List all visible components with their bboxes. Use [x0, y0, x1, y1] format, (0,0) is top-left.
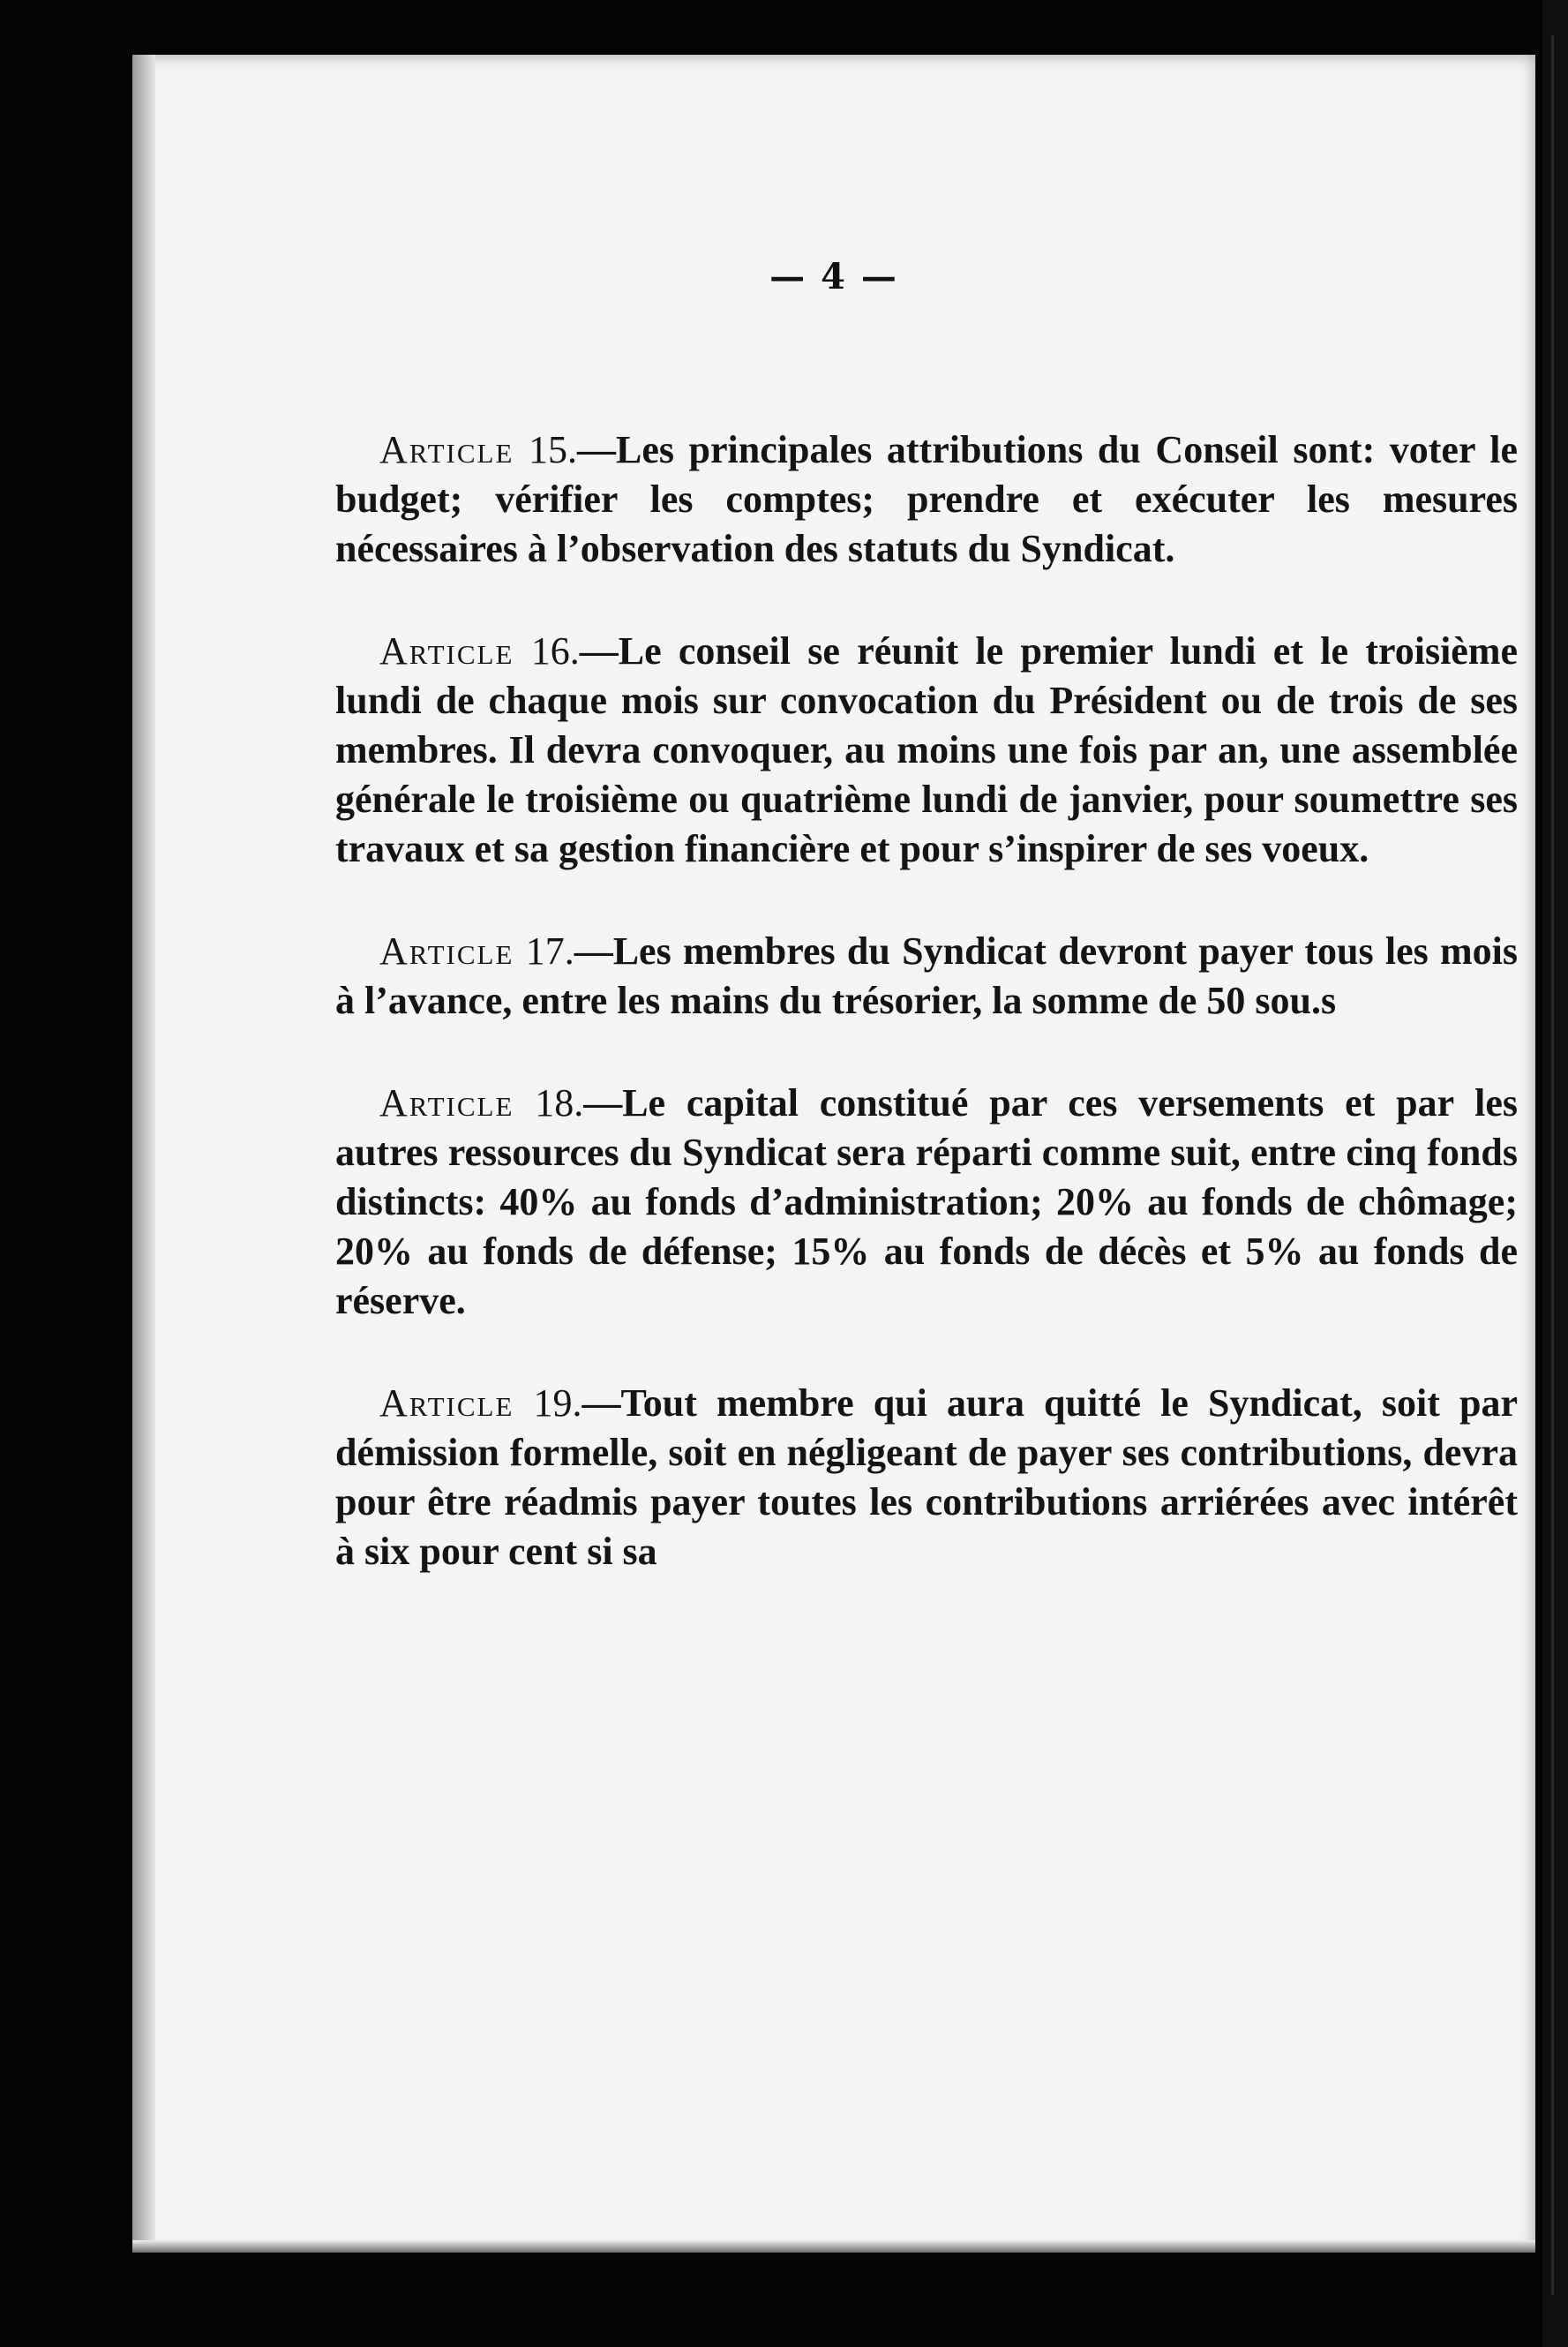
- article-number: 15.: [528, 428, 577, 471]
- adjacent-page-edge: [1542, 0, 1568, 2347]
- article-18: [335, 1079, 1518, 1326]
- article-text: —Le conseil se réunit le premier lundi et le troisième lundi de chaque mois sur convocation du Président ou de trois de ses membres. Il devra convoquer, au moins une fois par an, une assemblée générale le troisième ou quatrième lundi de janvier, pour soumettre ses travaux et sa gestion financière et pour s’inspirer de ses voeux.: [335, 629, 1519, 870]
- article-17: [335, 927, 1518, 1026]
- article-number: 18.: [535, 1081, 584, 1125]
- article-16: [335, 627, 1518, 874]
- article-label: Article: [379, 929, 514, 973]
- article-label: Article: [379, 428, 514, 471]
- article-list: [335, 425, 1518, 1629]
- document-page: [132, 55, 1535, 2253]
- article-number: 17.: [525, 929, 574, 973]
- article-label: Article: [379, 1081, 514, 1125]
- article-19: [335, 1379, 1518, 1576]
- article-label: Article: [379, 1381, 514, 1425]
- article-number: 16.: [530, 629, 580, 673]
- article-number: 19.: [533, 1381, 582, 1425]
- page-number: — 4 —: [769, 256, 898, 297]
- article-text: —Le capital constitué par ces versements et par les autres ressources du Syndicat sera réparti comme suit, entre cinq fonds distincts: 40% au fonds d’administration; 20% au fonds de chômage; 20% au fonds de défense; 15% au fonds de décès et 5% au fonds de réserve.: [335, 1081, 1518, 1322]
- page-bottom-edge: [132, 2240, 1535, 2253]
- article-text: —Les principales attributions du Conseil sont: voter le budget; vérifier les comptes; prendre et exécuter les mesures nécessaires à l’observation des statuts du Syndicat.: [335, 428, 1519, 570]
- article-text: —Les membres du Syndicat devront payer tous les mois à l’avance, entre les mains du trésorier, la somme de 50 sou.s: [335, 929, 1519, 1022]
- article-15: [335, 425, 1518, 574]
- binding-shadow: [132, 55, 155, 2253]
- article-label: Article: [379, 629, 514, 673]
- article-text: —Tout membre qui aura quitté le Syndicat, soit par démission formelle, soit en négligeant de payer ses contributions, devra pour être réadmis payer toutes les contributions arriérées avec intérêt à six pour cent si sa: [335, 1381, 1518, 1573]
